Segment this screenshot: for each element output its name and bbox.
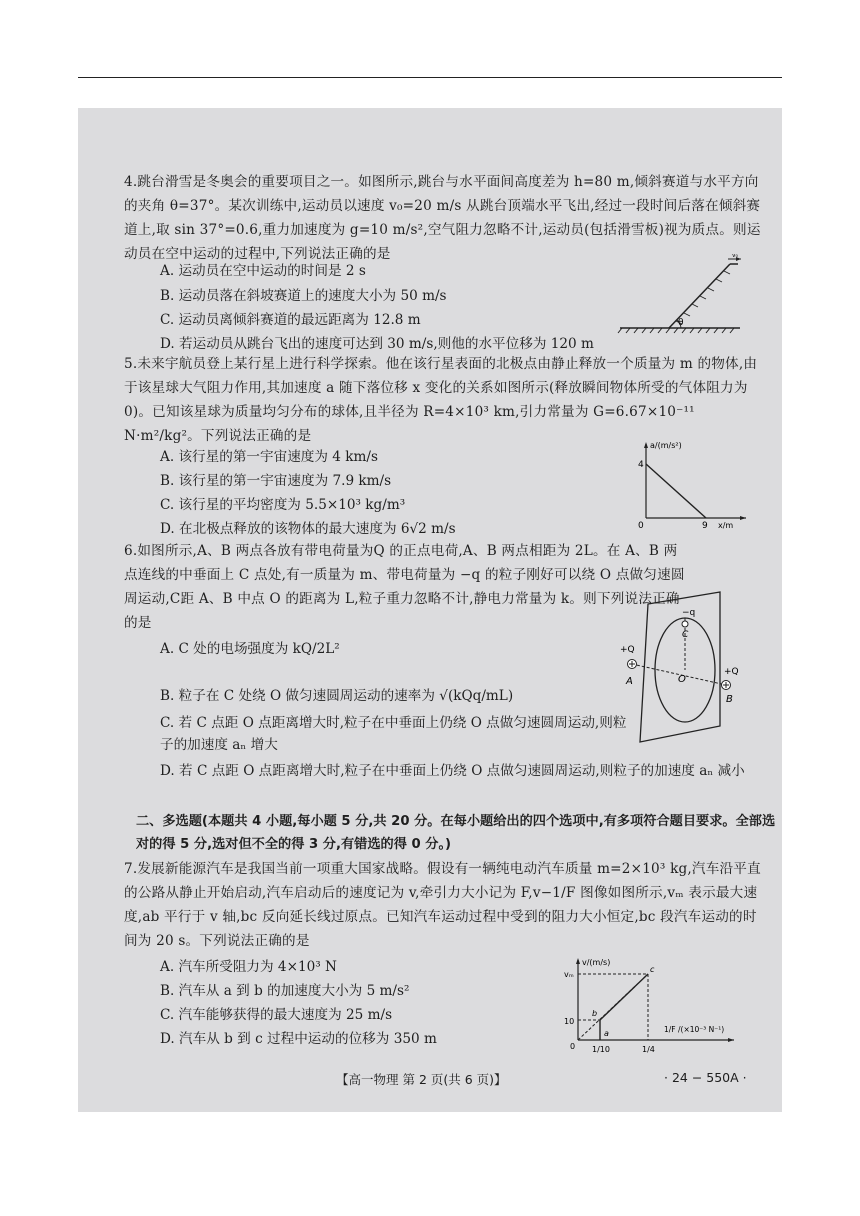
q6-point-a-label: A <box>626 676 633 687</box>
q6-option-c: C. 若 C 点距 O 点距离增大时,粒子在中垂面上仍绕 O 点做匀速圆周运动,则粒子的加速度 aₙ 增大 <box>160 715 627 753</box>
q6-point-o-label: O <box>678 674 686 685</box>
exam-page <box>78 108 782 1112</box>
q5-x-tick-9: 9 <box>702 521 708 530</box>
q7-point-b: b <box>592 1009 598 1018</box>
q7-point-a: a <box>604 1029 609 1038</box>
q6-charges-plane-figure <box>612 590 742 746</box>
q7-vm-label: vₘ <box>564 970 574 979</box>
section-2-heading: 二、多选题(本题共 4 小题,每小题 5 分,共 20 分。在每小题给出的四个选项中,有多项符合题目要求。全部选对的得 5 分,选对但不全的得 3 分,有错选的得 0 分。) <box>136 814 776 852</box>
q4-option-c: C. 运动员离倾斜赛道的最远距离为 12.8 m <box>160 312 421 328</box>
q6-charge-a-label: +Q <box>620 645 635 655</box>
q7-y-axis-label: v/(m/s) <box>582 958 611 967</box>
q7-x-tick-1-4: 1/4 <box>642 1045 655 1054</box>
q5-acceleration-graph <box>634 438 754 530</box>
q6-option-d: D. 若 C 点距 O 点距离增大时,粒子在中垂面上仍绕 O 点做匀速圆周运动,则粒子的加速度 aₙ 减小 <box>160 763 745 779</box>
question-6-text: 6.如图所示,A、B 两点各放有带电荷量为Q 的正点电荷,A、B 两点相距为 2L。在 A、B 两点连线的中垂面上 C 点处,有一质量为 m、带电荷量为 −q 的粒子刚好可以绕 O 点做匀速圆周运动,C距 A、B 中点 O 的距离为 L,粒子重力忽略不计,静电力常量为 k。则下列说法正确的是 <box>124 543 685 631</box>
q7-x-tick-1-10: 1/10 <box>592 1045 610 1054</box>
q4-velocity-label: v₀ <box>732 254 738 259</box>
q5-origin: 0 <box>638 521 644 530</box>
footer-page-info: 【高一物理 第 2 页(共 6 页)】 <box>336 1072 507 1087</box>
question-4-text: 4.跳台滑雪是冬奥会的重要项目之一。如图所示,跳台与水平面间高度差为 h=80 m,倾斜赛道与水平方向的夹角 θ=37°。某次训练中,运动员以速度 v₀=20 m/s 从跳台顶端水平飞出,经过一段时间后落在倾斜赛道上,取 sin 37°=0.6,重力加速度为 g=10 m/s²,空气阻力忽略不计,运动员(包括滑雪板)视为质点。则运动员在空中运动的过程中,下列说法正确的是 <box>124 174 761 262</box>
q6-point-b-label: B <box>726 694 733 705</box>
question-4-stem <box>124 170 764 266</box>
q7-v10-label: 10 <box>564 1017 575 1026</box>
q5-y-tick-4: 4 <box>638 460 644 470</box>
q4-option-a: A. 运动员在空中运动的时间是 2 s <box>160 263 366 279</box>
q7-option-b: B. 汽车从 a 到 b 的加速度大小为 5 m/s² <box>160 983 410 999</box>
q7-option-c: C. 汽车能够获得的最大速度为 25 m/s <box>160 1007 393 1023</box>
q5-option-c: C. 该行星的平均密度为 5.5×10³ kg/m³ <box>160 497 406 513</box>
q6-charge-b-label: +Q <box>724 667 739 677</box>
q5-y-axis-label: a/(m/s²) <box>650 441 682 450</box>
q5-x-axis-label: x/m <box>718 521 734 530</box>
top-rule <box>78 77 782 78</box>
footer-exam-code: · 24 − 550A · <box>664 1070 747 1085</box>
q7-option-a: A. 汽车所受阻力为 4×10³ N <box>160 959 337 975</box>
q5-option-d: D. 在北极点释放的该物体的最大速度为 6√2 m/s <box>160 521 456 537</box>
question-7-text: 7.发展新能源汽车是我国当前一项重大国家战略。假设有一辆纯电动汽车质量 m=2×10³ kg,汽车沿平直的公路从静止开始启动,汽车启动后的速度记为 v,牵引力大小记为 F,v−1/F 图像如图所示,vₘ 表示最大速度,ab 平行于 v 轴,bc 反向延长线过原点。已知汽车运动过程中受到的阻力大小恒定,bc 段汽车运动的时间为 20 s。下列说法正确的是 <box>124 861 761 949</box>
q4-ski-slope-figure <box>614 254 746 334</box>
q6-option-b: B. 粒子在 C 处绕 O 做匀速圆周运动的速率为 √(kQq/mL) <box>160 688 514 704</box>
q6-point-c-label: C <box>682 630 689 640</box>
q4-angle-label: θ <box>678 318 684 328</box>
q6-particle-label: −q <box>682 608 696 618</box>
q7-origin: 0 <box>570 1042 576 1051</box>
question-5-stem <box>124 352 764 448</box>
q4-option-d: D. 若运动员从跳台飞出的速度可达到 30 m/s,则他的水平位移为 120 m <box>160 336 594 352</box>
q7-velocity-inverse-force-graph <box>562 954 740 1058</box>
q7-point-c: c <box>650 965 655 974</box>
q4-option-b: B. 运动员落在斜坡赛道上的速度大小为 50 m/s <box>160 288 447 304</box>
question-5-text: 5.未来宇航员登上某行星上进行科学探索。他在该行星表面的北极点由静止释放一个质量为 m 的物体,由于该星球大气阻力作用,其加速度 a 随下落位移 x 变化的关系如图所示(释放瞬间物体所受的气体阻力为0)。已知该星球为质量均匀分布的球体,且半径为 R=4×10³ km,引力常量为 G=6.67×10⁻¹¹ N·m²/kg²。下列说法正确的是 <box>124 356 758 444</box>
q5-option-a: A. 该行星的第一宇宙速度为 4 km/s <box>160 449 378 465</box>
q7-x-axis-label: 1/F /(×10⁻³ N⁻¹) <box>664 1025 725 1034</box>
q5-option-b: B. 该行星的第一宇宙速度为 7.9 km/s <box>160 473 392 489</box>
q6-option-a: A. C 处的电场强度为 kQ/2L² <box>160 641 340 657</box>
q7-option-d: D. 汽车从 b 到 c 过程中运动的位移为 350 m <box>160 1031 437 1047</box>
question-7-stem <box>124 857 764 953</box>
